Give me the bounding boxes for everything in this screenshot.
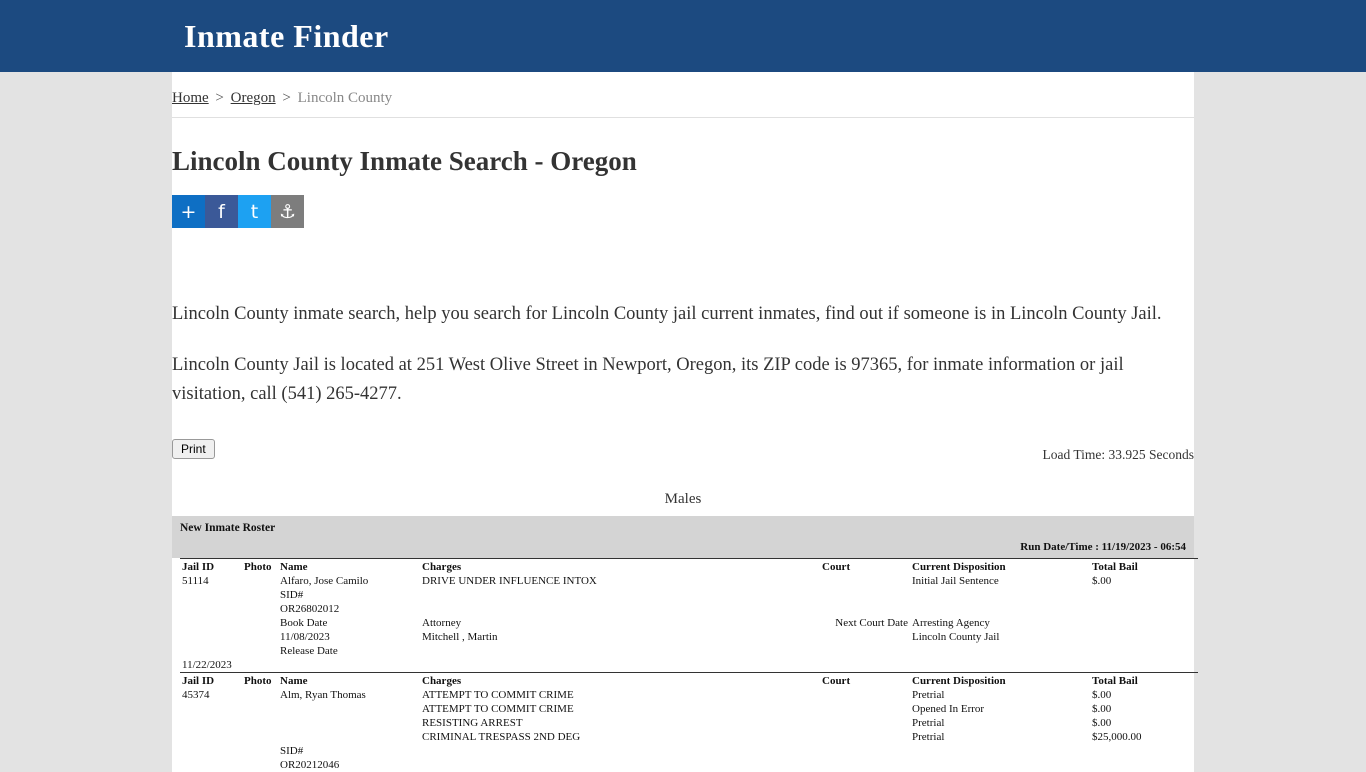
table-cell <box>910 658 1090 673</box>
roster-title: New Inmate Roster <box>180 522 276 534</box>
table-cell <box>242 758 278 772</box>
roster-column-header <box>180 559 1198 575</box>
table-cell <box>820 658 910 673</box>
table-cell: Pretrial <box>912 689 945 701</box>
page-content <box>172 72 1194 772</box>
breadcrumb-current: Lincoln County <box>297 90 393 106</box>
column-header: Arresting Agency <box>912 617 990 629</box>
release-date-label-row <box>180 644 1198 658</box>
site-header <box>0 0 1366 72</box>
table-cell: $.00 <box>1092 689 1112 701</box>
table-cell <box>910 602 1090 616</box>
table-cell <box>278 658 420 673</box>
table-cell <box>420 588 820 602</box>
table-cell <box>180 744 242 758</box>
table-cell <box>820 574 910 588</box>
table-cell <box>242 744 278 758</box>
table-cell: Opened In Error <box>912 703 985 715</box>
table-cell <box>820 758 910 772</box>
page-container <box>172 72 1194 772</box>
sid-label: SID# <box>280 745 304 757</box>
table-cell <box>180 716 242 730</box>
table-cell <box>820 602 910 616</box>
column-header: Charges <box>420 673 820 689</box>
table-cell <box>820 588 910 602</box>
table-cell <box>1090 658 1198 673</box>
table-row <box>180 702 1198 716</box>
sid-label-row <box>180 744 1198 758</box>
table-cell: Pretrial <box>912 731 945 743</box>
sid-label-row <box>180 588 1198 602</box>
facebook-share-icon[interactable]: f <box>205 195 238 228</box>
column-header: Current Disposition <box>910 559 1090 575</box>
breadcrumb-link-oregon[interactable]: Oregon <box>230 90 276 106</box>
release-date-value: 11/22/2023 <box>182 659 232 671</box>
table-cell: ATTEMPT TO COMMIT CRIME <box>422 689 574 701</box>
table-row <box>180 630 1198 644</box>
table-cell <box>180 730 242 744</box>
table-cell <box>1090 644 1198 658</box>
table-cell: ATTEMPT TO COMMIT CRIME <box>422 703 574 715</box>
table-cell <box>910 758 1090 772</box>
load-time-text: Load Time: 33.925 Seconds <box>1042 447 1194 462</box>
table-cell <box>820 730 910 744</box>
table-cell <box>242 630 278 644</box>
column-header: Attorney <box>422 617 462 629</box>
table-cell <box>420 644 820 658</box>
table-cell: DRIVE UNDER INFLUENCE INTOX <box>422 575 597 587</box>
table-cell <box>180 630 242 644</box>
table-cell: $.00 <box>1092 703 1112 715</box>
sid-value: OR20212046 <box>280 759 340 771</box>
table-cell <box>242 616 278 630</box>
roster-section-label: Males <box>664 491 702 507</box>
column-header: Name <box>278 559 420 575</box>
sid-label: SID# <box>280 589 304 601</box>
column-header: Charges <box>420 559 820 575</box>
table-cell <box>180 702 242 716</box>
table-cell <box>180 616 242 630</box>
sid-value-row <box>180 602 1198 616</box>
arresting-agency-value: Lincoln County Jail <box>912 631 1000 643</box>
breadcrumb-link-home[interactable]: Home <box>172 90 209 106</box>
table-cell <box>420 658 820 673</box>
table-cell <box>1090 602 1198 616</box>
column-header: Total Bail <box>1090 673 1198 689</box>
table-cell <box>242 588 278 602</box>
attorney-value: Mitchell , Martin <box>422 631 498 643</box>
sid-value-row <box>180 758 1198 772</box>
column-header: Photo <box>242 559 278 575</box>
table-cell <box>420 602 820 616</box>
table-row <box>180 716 1198 730</box>
table-cell: Alfaro, Jose Camilo <box>280 575 369 587</box>
column-header: Photo <box>242 673 278 689</box>
table-cell <box>242 644 278 658</box>
column-header: Total Bail <box>1090 559 1198 575</box>
table-cell <box>820 702 910 716</box>
table-cell <box>1090 616 1198 630</box>
toolbar <box>172 439 1194 473</box>
ad-spacer <box>172 238 1194 300</box>
table-cell: $25,000.00 <box>1092 731 1142 743</box>
copy-link-icon[interactable]: ⚓ <box>271 195 304 228</box>
table-row <box>180 688 1198 702</box>
roster-header <box>172 516 1194 558</box>
breadcrumb <box>172 72 1194 118</box>
column-header: Court <box>820 559 910 575</box>
roster-body <box>172 558 1194 772</box>
breadcrumb-separator-1: > <box>215 90 224 106</box>
column-header: Court <box>820 673 910 689</box>
print-button[interactable]: Print <box>172 439 215 459</box>
roster-run-datetime: Run Date/Time : 11/19/2023 - 06:54 <box>1020 541 1186 553</box>
table-cell <box>180 602 242 616</box>
roster-secondary-header <box>180 616 1198 630</box>
table-cell: 45374 <box>182 689 210 701</box>
release-date-value-row <box>180 658 1198 673</box>
table-cell <box>242 658 278 673</box>
column-header: Book Date <box>280 617 328 629</box>
table-cell: $.00 <box>1092 717 1112 729</box>
roster-column-header <box>180 673 1198 689</box>
table-cell <box>242 688 278 702</box>
inmate-roster <box>172 516 1194 772</box>
column-header: Current Disposition <box>910 673 1090 689</box>
table-cell <box>910 744 1090 758</box>
intro-paragraph-2: Lincoln County Jail is located at 251 West Olive Street in Newport, Oregon, its ZIP code is 97365, for inmate information or jail visitation, call (541) 265-4277. <box>172 355 1124 404</box>
table-cell: RESISTING ARREST <box>422 717 523 729</box>
table-cell <box>180 758 242 772</box>
book-date-value: 11/08/2023 <box>280 631 330 643</box>
table-cell <box>242 702 278 716</box>
table-cell <box>420 758 820 772</box>
table-cell <box>820 744 910 758</box>
table-row <box>180 574 1198 588</box>
share-buttons <box>172 195 1194 228</box>
table-cell <box>420 744 820 758</box>
table-cell <box>242 716 278 730</box>
table-cell <box>242 602 278 616</box>
table-cell <box>278 730 420 744</box>
table-cell: CRIMINAL TRESPASS 2ND DEG <box>422 731 581 743</box>
table-cell <box>1090 630 1198 644</box>
table-cell <box>242 730 278 744</box>
table-cell <box>820 688 910 702</box>
table-cell: $.00 <box>1092 575 1112 587</box>
table-cell <box>1090 744 1198 758</box>
twitter-share-icon[interactable]: t <box>238 195 271 228</box>
table-row <box>180 730 1198 744</box>
table-cell <box>278 702 420 716</box>
table-cell <box>180 588 242 602</box>
release-date-label: Release Date <box>280 645 338 657</box>
table-cell <box>242 574 278 588</box>
intro-paragraph-1: Lincoln County inmate search, help you search for Lincoln County jail current inmates, find out if someone is in Lincoln County Jail. <box>172 304 1162 324</box>
column-header: Next Court Date <box>835 617 908 629</box>
table-cell: Initial Jail Sentence <box>912 575 999 587</box>
site-title: Inmate Finder <box>184 17 389 54</box>
table-cell <box>910 644 1090 658</box>
table-cell <box>1090 588 1198 602</box>
table-cell: 51114 <box>182 575 209 587</box>
sid-value: OR26802012 <box>280 603 340 615</box>
table-cell <box>820 644 910 658</box>
breadcrumb-separator-2: > <box>282 90 291 106</box>
page-title: Lincoln County Inmate Search - Oregon <box>172 146 637 176</box>
column-header: Jail ID <box>180 559 242 575</box>
column-header: Name <box>278 673 420 689</box>
table-cell <box>180 644 242 658</box>
table-cell <box>278 716 420 730</box>
table-cell <box>1090 758 1198 772</box>
table-cell: Pretrial <box>912 717 945 729</box>
column-header: Jail ID <box>180 673 242 689</box>
table-cell <box>820 716 910 730</box>
table-cell: Alm, Ryan Thomas <box>280 689 366 701</box>
next-court-date-value <box>820 630 910 644</box>
addthis-share-icon[interactable]: + <box>172 195 205 228</box>
table-cell <box>910 588 1090 602</box>
roster-table <box>180 558 1198 772</box>
